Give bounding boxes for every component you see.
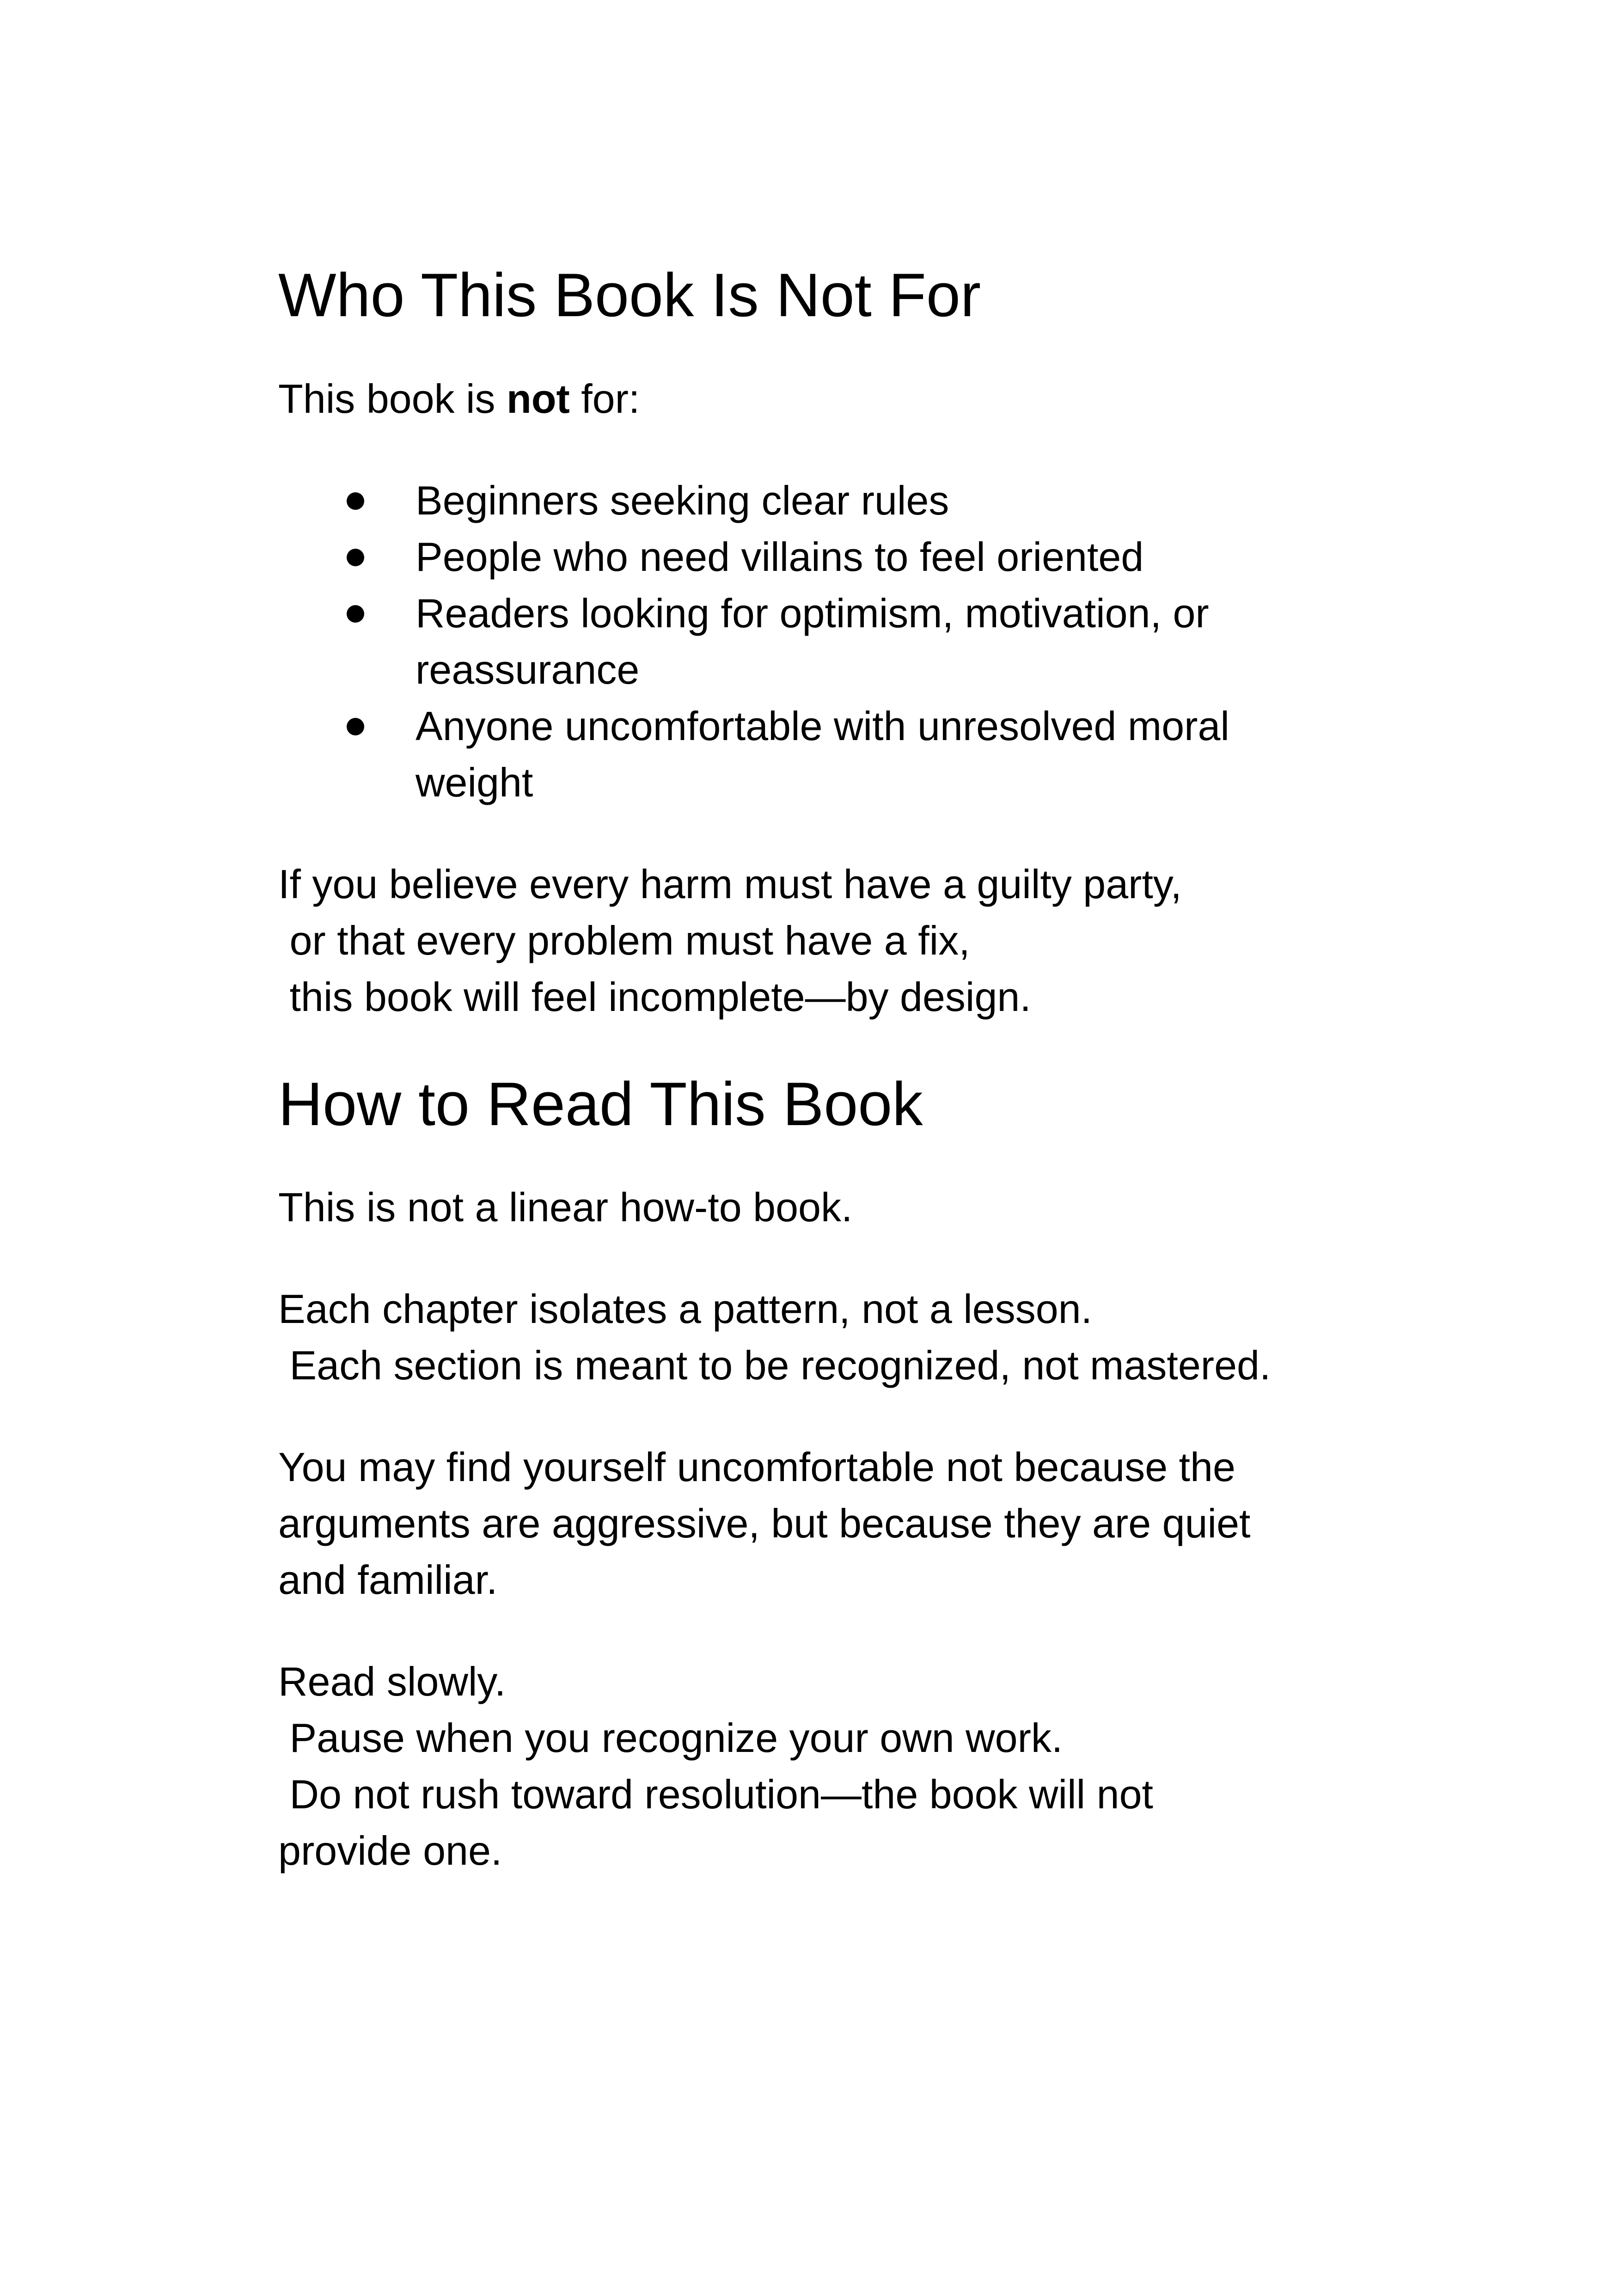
how-paragraph-2 xyxy=(278,1281,1337,1394)
how-paragraph-3 xyxy=(278,1439,1337,1608)
bullet-icon xyxy=(347,718,364,735)
bullet-icon xyxy=(347,605,364,623)
paragraph-line: Each chapter isolates a pattern, not a lesson. xyxy=(278,1286,1093,1332)
paragraph-line: Read slowly. xyxy=(278,1659,506,1705)
how-paragraph-1 xyxy=(278,1179,1337,1236)
list-item-text: Readers looking for optimism, motivation, or reassurance xyxy=(416,590,1209,692)
list-item-text: People who need villains to feel oriented xyxy=(416,533,1144,580)
intro-text-before: This book is xyxy=(278,375,507,422)
not-for-bullet-list xyxy=(278,472,1337,811)
paragraph-line: Pause when you recognize your own work. xyxy=(278,1715,1063,1761)
paragraph-line: This is not a linear how-to book. xyxy=(278,1184,853,1231)
closing-line: or that every problem must have a fix, xyxy=(278,917,970,963)
closing-line: If you believe every harm must have a guilty party, xyxy=(278,861,1182,907)
list-item-text: Anyone uncomfortable with unresolved moral weight xyxy=(416,703,1229,805)
paragraph-line: and familiar. xyxy=(278,1557,498,1603)
how-paragraph-4 xyxy=(278,1653,1337,1879)
paragraph-line: Do not rush toward resolution—the book will not xyxy=(278,1771,1153,1818)
intro-paragraph xyxy=(278,371,1337,427)
intro-text-after: for: xyxy=(569,375,640,422)
closing-paragraph xyxy=(278,856,1337,1025)
list-item-text: Beginners seeking clear rules xyxy=(416,477,949,523)
intro-bold-word: not xyxy=(506,375,570,422)
bullet-icon xyxy=(347,549,364,566)
paragraph-line: arguments are aggressive, but because they are quiet xyxy=(278,1500,1251,1547)
list-item xyxy=(278,529,1337,585)
bullet-icon xyxy=(347,492,364,510)
paragraph-line: provide one. xyxy=(278,1828,502,1874)
list-item xyxy=(278,472,1337,529)
heading-who-this-book-is-not-for: Who This Book Is Not For xyxy=(278,261,981,330)
paragraph-line: Each section is meant to be recognized, not mastered. xyxy=(278,1342,1271,1389)
list-item xyxy=(278,698,1337,811)
page-content xyxy=(278,259,1337,1879)
paragraph-line: You may find yourself uncomfortable not because the xyxy=(278,1444,1235,1490)
closing-line: this book will feel incomplete—by design. xyxy=(278,974,1031,1020)
list-item xyxy=(278,585,1337,698)
heading-how-to-read-this-book: How to Read This Book xyxy=(278,1070,923,1139)
